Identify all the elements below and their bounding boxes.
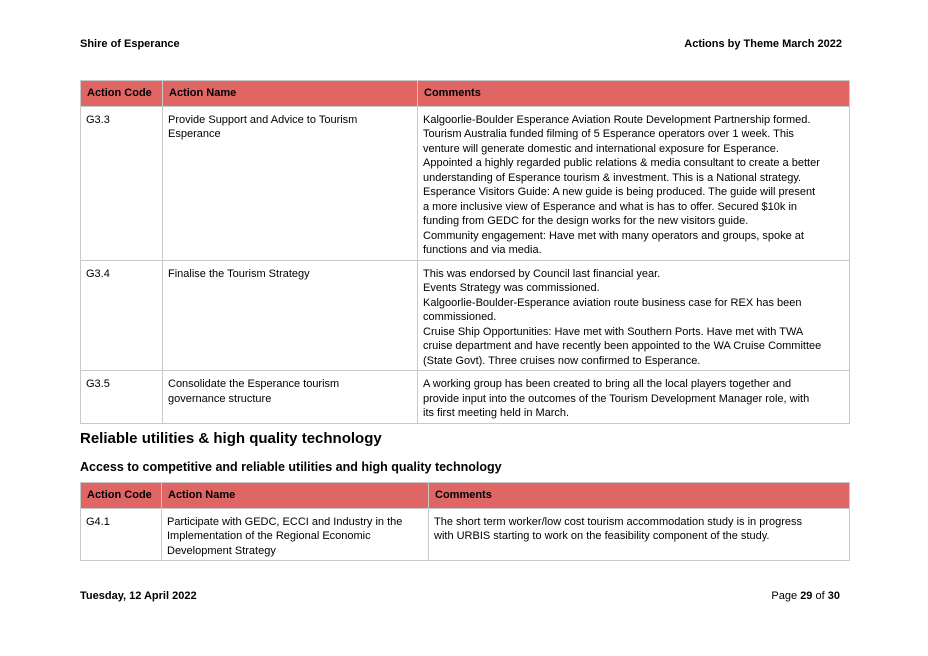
table-row — [81, 371, 850, 424]
table-row — [81, 260, 850, 371]
page-footer — [80, 590, 840, 602]
column-header-action-name: Action Name — [162, 483, 429, 509]
action-code-cell: G3.4 — [81, 260, 163, 371]
action-code-cell: G3.5 — [81, 371, 163, 424]
document-title: Actions by Theme March 2022 — [684, 38, 842, 50]
comments-cell: This was endorsed by Council last financial year. Events Strategy was commissioned. Kalgoorlie-Boulder-Esperance aviation route business case for REX has been commissioned. Cruise Ship Opportunities: Have met with Southern Ports. Have met with TWA cruise department and have recently been appointed to the WA Cruise Committee (State Govt). Three cruises now confirmed to Esperance. — [418, 260, 850, 371]
actions-table-utilities — [80, 482, 850, 561]
comments-cell: Kalgoorlie-Boulder Esperance Aviation Route Development Partnership formed. Tourism Australia funded filming of 5 Esperance operators over 1 week. This venture will generate domestic and international exposure for Esperance. Appointed a highly regarded public relations & media consultant to create a better understanding of Esperance tourism & investment. This is a National strategy. Esperance Visitors Guide: A new guide is being produced. The guide will present a more inclusive view of Esperance and what is has to offer. Secured $10k in funding from GEDC for the design works for the new visitors guide. Community engagement: Have met with many operators and groups, spoke at functions and via media. — [418, 106, 850, 260]
page-header — [80, 38, 842, 50]
table-row — [81, 508, 850, 561]
page-of-label: of — [815, 590, 825, 602]
column-header-action-code: Action Code — [81, 483, 162, 509]
footer-date: Tuesday, 12 April 2022 — [80, 590, 197, 602]
page-number — [771, 590, 840, 602]
action-name-cell: Participate with GEDC, ECCI and Industry in the Implementation of the Regional Economic Development Strategy — [162, 508, 429, 561]
page-label: Page — [771, 590, 798, 602]
column-header-comments: Comments — [429, 483, 850, 509]
section-heading: Reliable utilities & high quality technology — [80, 430, 382, 447]
table-header-row — [81, 81, 850, 107]
action-code-cell: G3.3 — [81, 106, 163, 260]
action-name-cell: Consolidate the Esperance tourism governance structure — [163, 371, 418, 424]
table-header-row — [81, 483, 850, 509]
column-header-action-name: Action Name — [163, 81, 418, 107]
comments-cell: A working group has been created to bring all the local players together and provide input into the outcomes of the Tourism Development Manager role, with its first meeting held in March. — [418, 371, 850, 424]
actions-table-tourism — [80, 80, 850, 424]
action-name-cell: Finalise the Tourism Strategy — [163, 260, 418, 371]
page-total: 30 — [827, 590, 840, 602]
organisation-name: Shire of Esperance — [80, 38, 180, 50]
page-current: 29 — [800, 590, 813, 602]
comments-cell: The short term worker/low cost tourism accommodation study is in progress with URBIS starting to work on the feasibility component of the study. — [429, 508, 850, 561]
table-row — [81, 106, 850, 260]
action-code-cell: G4.1 — [81, 508, 162, 561]
action-name-cell: Provide Support and Advice to Tourism Esperance — [163, 106, 418, 260]
section-subheading: Access to competitive and reliable utilities and high quality technology — [80, 460, 502, 474]
column-header-comments: Comments — [418, 81, 850, 107]
column-header-action-code: Action Code — [81, 81, 163, 107]
